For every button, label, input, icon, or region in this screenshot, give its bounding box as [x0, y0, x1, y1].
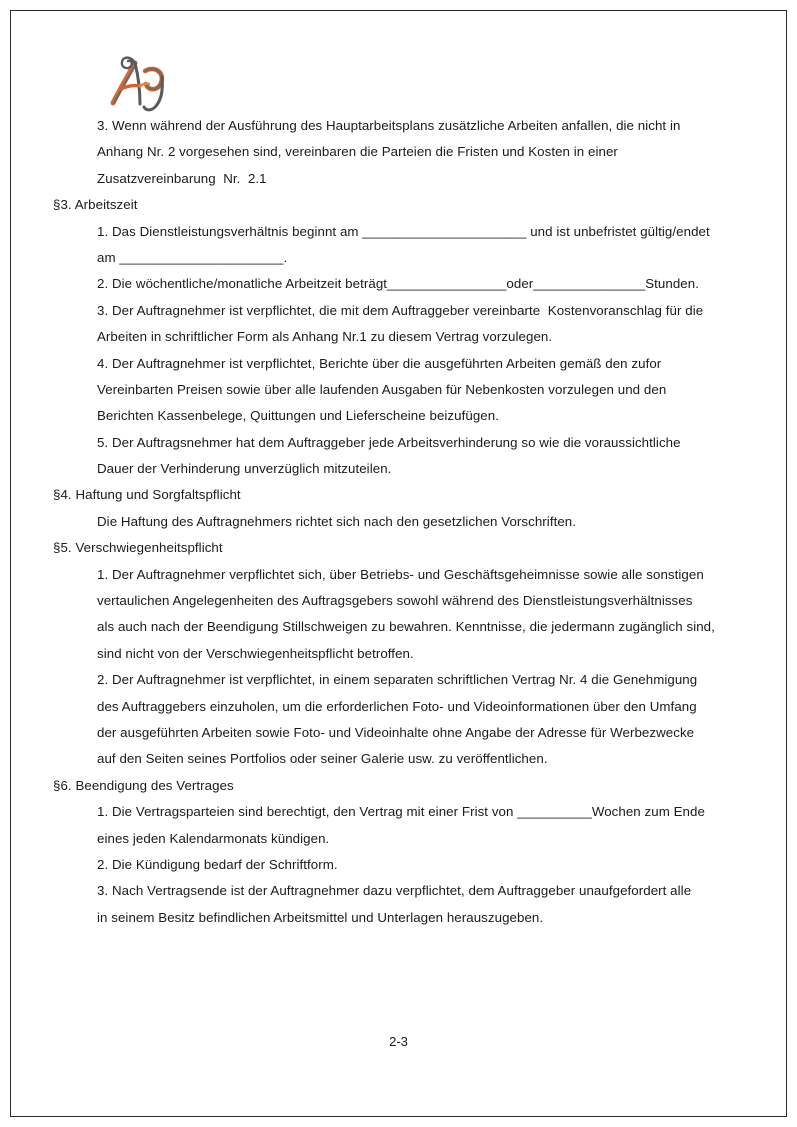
text-line: auf den Seiten seines Portfolios oder seiner Galerie usw. zu veröffentlichen. [97, 751, 548, 767]
text-line: Berichten Kassenbelege, Quittungen und Lieferscheine beizufügen. [97, 408, 499, 424]
text-line: eines jeden Kalendarmonats kündigen. [97, 830, 330, 846]
text-line: Arbeiten in schriftlicher Form als Anhang Nr.1 zu diesem Vertrag vorzulegen. [97, 329, 553, 345]
page-footer [11, 1034, 786, 1049]
contract-paragraph [11, 271, 786, 297]
text-line: 1. Die Vertragsparteien sind berechtigt, den Vertrag mit einer Frist von __________Wochen zum Ende [97, 804, 705, 820]
text-line: 2. Die Kündigung bedarf der Schriftform. [97, 856, 338, 872]
contract-paragraph [11, 509, 786, 535]
text-line: 4. Der Auftragnehmer ist verpflichtet, Berichte über die ausgeführten Arbeiten gemäß den zufor [97, 355, 662, 371]
ay-monogram-logo-icon [107, 51, 179, 113]
text-line: sind nicht von der Verschwiegenheitspflicht betroffen. [97, 645, 414, 661]
text-line: 2. Die wöchentliche/monatliche Arbeitzeit beträgt________________oder_______________Stunden. [97, 276, 699, 292]
text-line: 3. Der Auftragnehmer ist verpflichtet, die mit dem Auftraggeber vereinbarte Kostenvoranschlag für die [97, 302, 704, 318]
text-line: 3. Wenn während der Ausführung des Hauptarbeitsplans zusätzliche Arbeiten anfallen, die nicht in [97, 118, 681, 133]
contract-paragraph [11, 351, 786, 430]
page-number: 2-3 [389, 1034, 408, 1049]
text-line: 5. Der Auftragsnehmer hat dem Auftraggeber jede Arbeitsverhinderung so wie die voraussichtliche [97, 434, 681, 450]
contract-paragraph [11, 878, 786, 931]
contract-paragraph [11, 799, 786, 852]
text-line: der ausgeführten Arbeiten sowie Foto- und Videoinhalte ohne Angabe der Adresse für Werbezwecke [97, 724, 695, 740]
section-heading [11, 482, 786, 508]
text-line: am ______________________. [97, 249, 288, 265]
text-line: 3. Nach Vertragsende ist der Auftragnehmer dazu verpflichtet, dem Auftraggeber unaufgefordert alle [97, 883, 692, 899]
text-line: 2. Der Auftragnehmer ist verpflichtet, in einem separaten schriftlichen Vertrag Nr. 4 die Genehmigung [97, 672, 698, 688]
section-heading [11, 192, 786, 218]
contract-paragraph [11, 852, 786, 878]
contract-body [11, 113, 786, 931]
document-page [10, 10, 787, 1117]
text-line: Vereinbarten Preisen sowie über alle laufenden Ausgaben für Nebenkosten vorzulegen und den [97, 381, 667, 397]
text-line: 1. Das Dienstleistungsverhältnis beginnt am ______________________ und ist unbefristet gültig/endet [97, 223, 710, 239]
section-heading [11, 773, 786, 799]
heading-line: §4. Haftung und Sorgfaltspflicht [53, 487, 241, 503]
contract-paragraph [11, 430, 786, 483]
text-line: vertaulichen Angelegenheiten des Auftragsgebers sowohl während des Dienstleistungsverhältnisses [97, 593, 693, 609]
text-line: Dauer der Verhinderung unverzüglich mitzuteilen. [97, 461, 392, 477]
text-line: als auch nach der Beendigung Stillschweigen zu bewahren. Kenntnisse, die jedermann zugänglich sind, [97, 619, 715, 635]
text-line: Anhang Nr. 2 vorgesehen sind, vereinbaren die Parteien die Fristen und Kosten in einer [97, 144, 618, 160]
section-heading [11, 535, 786, 561]
contract-paragraph [11, 113, 786, 192]
heading-line: §6. Beendigung des Vertrages [53, 777, 234, 793]
contract-paragraph [11, 667, 786, 773]
text-line: des Auftraggebers einzuholen, um die erforderlichen Foto- und Videoinformationen über den Umfang [97, 698, 697, 714]
text-line: Zusatzvereinbarung Nr. 2.1 [97, 170, 267, 186]
heading-line: §3. Arbeitszeit [53, 197, 138, 213]
contract-paragraph [11, 562, 786, 668]
text-line: in seinem Besitz befindlichen Arbeitsmittel und Unterlagen herauszugeben. [97, 909, 544, 925]
page-content-area [11, 11, 786, 1116]
text-line: Die Haftung des Auftragnehmers richtet sich nach den gesetzlichen Vorschriften. [97, 513, 577, 529]
text-line: 1. Der Auftragnehmer verpflichtet sich, über Betriebs- und Geschäftsgeheimnisse sowie alle sonstigen [97, 566, 704, 582]
heading-line: §5. Verschwiegenheitspflicht [53, 540, 223, 556]
contract-paragraph [11, 219, 786, 272]
contract-paragraph [11, 298, 786, 351]
